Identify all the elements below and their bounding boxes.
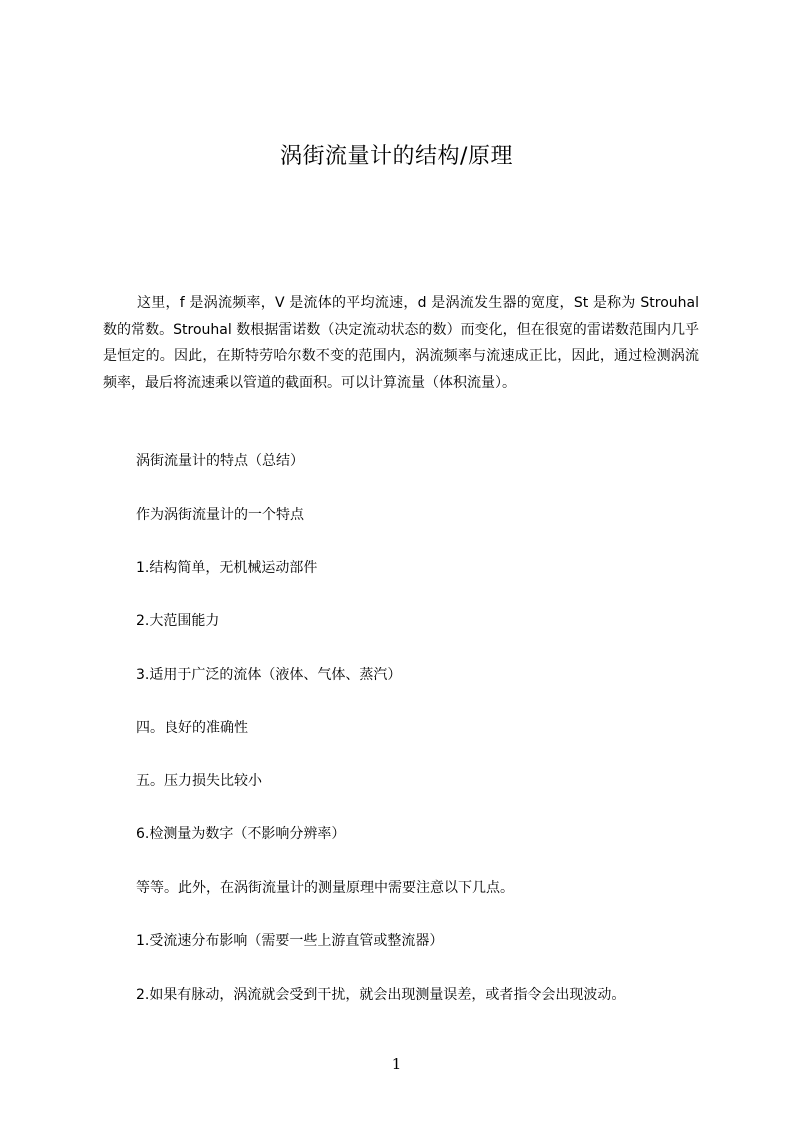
- page-title: 涡街流量计的结构/原理: [280, 144, 513, 169]
- list-item-feature-6: 6.检测量为数字（不影响分辨率）: [136, 826, 346, 842]
- intro-paragraph: 这里，f 是涡流频率，V 是流体的平均流速，d 是涡流发生器的宽度，St 是称为 Strouhal 数的常数。Strouhal 数根据雷诺数（决定流动状态的数）而变化，但在很宽的雷诺数范围内几乎是恒定的。因此，在斯特劳哈尔数不变的范围内，涡流频率与流速成正比，因此，通过检测涡流频率，最后将流速乘以管道的截面积。可以计算流量（体积流量）。: [103, 295, 699, 391]
- list-item-note-1: 1.受流速分布影响（需要一些上游直管或整流器）: [136, 933, 444, 949]
- list-item-feature-1: 1.结构简单，无机械运动部件: [136, 560, 318, 576]
- section-heading-features: 涡街流量计的特点（总结）: [136, 453, 304, 469]
- text-line-feature-intro: 作为涡街流量计的一个特点: [136, 507, 304, 523]
- list-item-note-2: 2.如果有脉动，涡流就会受到干扰，就会出现测量误差，或者指令会出现波动。: [136, 987, 626, 1003]
- list-item-feature-2: 2.大范围能力: [136, 613, 220, 629]
- list-item-feature-5: 五。压力损失比较小: [136, 773, 262, 789]
- page-number: 1: [391, 1055, 402, 1073]
- text-line-notes-intro: 等等。此外，在涡街流量计的测量原理中需要注意以下几点。: [136, 880, 514, 896]
- list-item-feature-3: 3.适用于广泛的流体（液体、气体、蒸汽）: [136, 667, 402, 683]
- list-item-feature-4: 四。良好的准确性: [136, 720, 248, 736]
